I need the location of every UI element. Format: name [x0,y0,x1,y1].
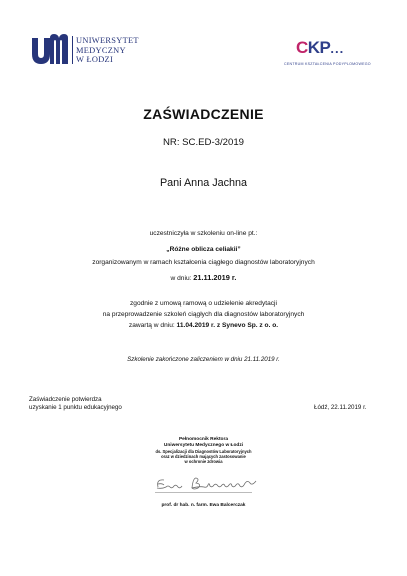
training-date [0,273,407,282]
training-date-prefix: w dniu: [170,275,194,282]
umed-line-2: MEDYCZNY [76,45,126,55]
ckp-logo-dots: ... [330,41,345,56]
certificate-number: NR: SC.ED-3/2019 [162,137,245,148]
signatory-subtitle-line-1: ds. Specjalizacji dla Diagnostów Laboratoryjnych [155,449,252,454]
recipient-name: Pani Anna Jachna [159,177,248,189]
ckp-logo-c: C [296,38,308,57]
organization-text: zorganizowanym w ramach kształcenia ciągłego diagnostów laboratoryjnych [92,259,315,266]
ckp-logo-mark [296,38,344,58]
signer-name: prof. dr hab. n. farm. Ewa Balcerczak [161,503,246,508]
signatory-subtitle-line-2: oraz w dziedzinach mających zastosowanie [161,454,246,459]
certificate-title: ZAŚWIADCZENIE [143,106,264,122]
agreement-date: 11.04.2019 r. [176,322,216,329]
participation-text: uczestniczyła w szkoleniu on-line pt.: [149,230,258,237]
points-line-2: uzyskanie 1 punktu edukacyjnego [29,404,122,411]
completion-statement: Szkolenie zakończone zaliczeniem w dniu 21.11.2019 r. [127,356,280,363]
signatory-title-line-1: Pełnomocnik Rektora [178,437,229,442]
ckp-logo-subtitle: CENTRUM KSZTAŁCENIA PODYPLOMOWEGO [284,62,371,66]
umed-logo-text [76,36,139,65]
handwritten-signature [152,475,262,493]
umed-line-1: UNIWERSYTET [76,36,139,45]
umed-line-3: W ŁODZI [76,55,114,65]
agreement-prefix: zawartą w dniu: [128,322,177,329]
agreement-line-2: na przeprowadzenie szkoleń ciągłych dla diagnostów laboratoryjnych [102,311,305,318]
agreement-line-3 [0,322,407,329]
agreement-party: Synevo Sp. z o. o. [222,322,279,329]
ckp-logo-kp: KP [307,38,331,57]
signatory-title [0,437,407,448]
agreement-line-1: zgodnie z umową ramową o udzielenie akredytacji [130,300,277,307]
umed-logo-divider [72,36,73,64]
signatory-subtitle-line-3: w ochronie zdrowia [184,459,223,464]
signature-line [155,492,252,493]
umed-logo-icon [30,34,68,66]
place-date: Łódź, 22.11.2019 r. [314,404,367,411]
umed-logo [30,34,150,68]
points-line-1: Zaświadczenie potwierdza [29,396,102,403]
signatory-title-line-2: Uniwersytetu Medycznego w Łodzi [163,442,244,448]
signatory-subtitle [0,449,407,464]
ckp-logo [282,38,382,70]
course-title: „Różne oblicza celiakii” [166,246,241,253]
agreement-mid: z [215,322,223,329]
training-date-value: 21.11.2019 r. [193,273,237,282]
